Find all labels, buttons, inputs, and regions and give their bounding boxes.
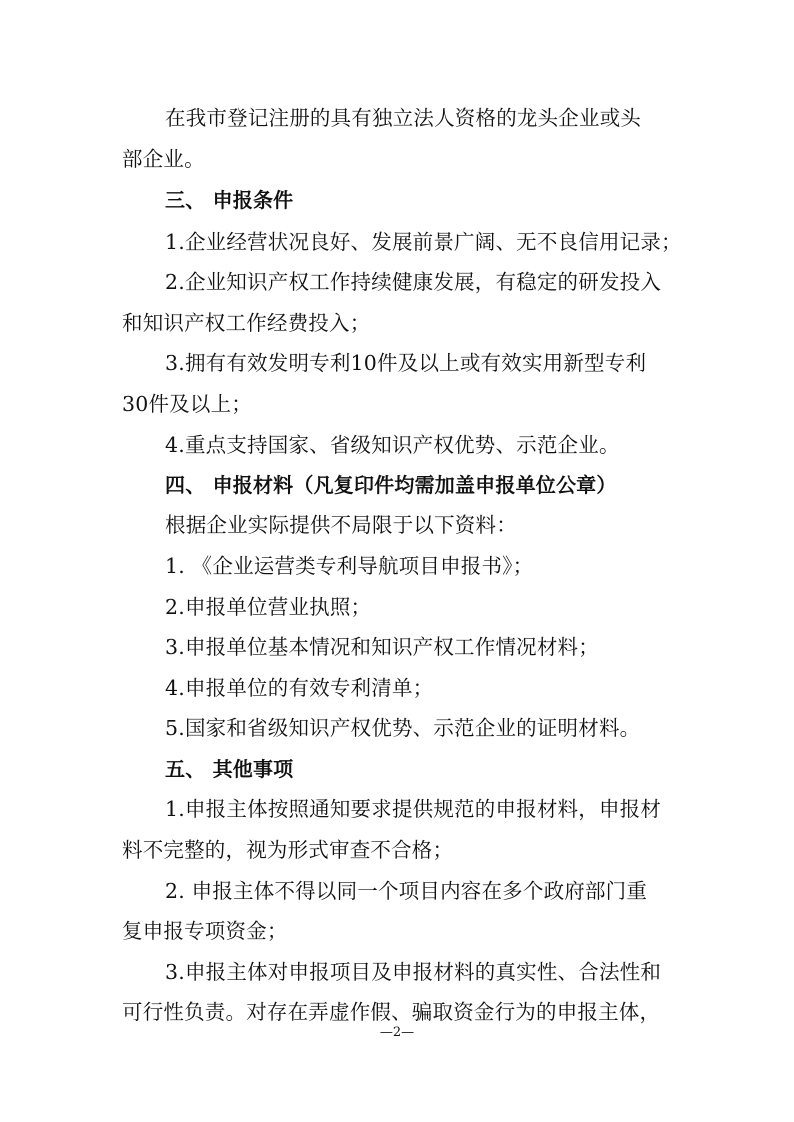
- condition-item-3-cont: 30件及以上；: [122, 392, 252, 416]
- section-heading-3: 三、 申报条件: [165, 188, 294, 212]
- other-item-3-cont: 可行性负责。对存在弄虚作假、骗取资金行为的申报主体，: [122, 1000, 661, 1024]
- condition-item-1: 1.企业经营状况良好、发展前景广阔、无不良信用记录；: [165, 230, 682, 254]
- other-item-3: 3.申报主体对申报项目及申报材料的真实性、合法性和: [165, 960, 662, 984]
- other-item-2: 2. 申报主体不得以同一个项目内容在多个政府部门重: [165, 879, 648, 903]
- condition-item-2-cont: 和知识产权工作经费投入；: [122, 311, 371, 335]
- material-item-3: 3.申报单位基本情况和知识产权工作情况材料；: [165, 635, 599, 659]
- material-item-5: 5.国家和省级知识产权优势、示范企业的证明材料。: [165, 716, 641, 740]
- section-heading-5: 五、 其他事项: [165, 757, 294, 781]
- other-item-2-cont: 复申报专项资金；: [122, 919, 288, 943]
- other-item-1: 1.申报主体按照通知要求提供规范的申报材料，申报材: [165, 797, 662, 821]
- section-heading-4: 四、 申报材料（凡复印件均需加盖申报单位公章）: [165, 473, 617, 497]
- material-item-2: 2.申报单位营业执照；: [165, 595, 372, 619]
- condition-item-2: 2.企业知识产权工作持续健康发展，有稳定的研发投入: [165, 270, 662, 294]
- material-item-1: 1. 《企业运营类专利导航项目申报书》；: [165, 554, 534, 578]
- condition-item-4: 4.重点支持国家、省级知识产权优势、示范企业。: [165, 433, 620, 457]
- paragraph-line: 在我市登记注册的具有独立法人资格的龙头企业或头: [165, 106, 642, 130]
- material-item-4: 4.申报单位的有效专利清单；: [165, 676, 434, 700]
- page-number: —2—: [379, 1025, 415, 1040]
- condition-item-3: 3.拥有有效发明专利10件及以上或有效实用新型专利: [165, 351, 647, 375]
- other-item-1-cont: 料不完整的，视为形式审查不合格；: [122, 838, 454, 862]
- materials-intro: 根据企业实际提供不局限于以下资料：: [165, 513, 517, 537]
- paragraph-line: 部企业。: [122, 147, 205, 171]
